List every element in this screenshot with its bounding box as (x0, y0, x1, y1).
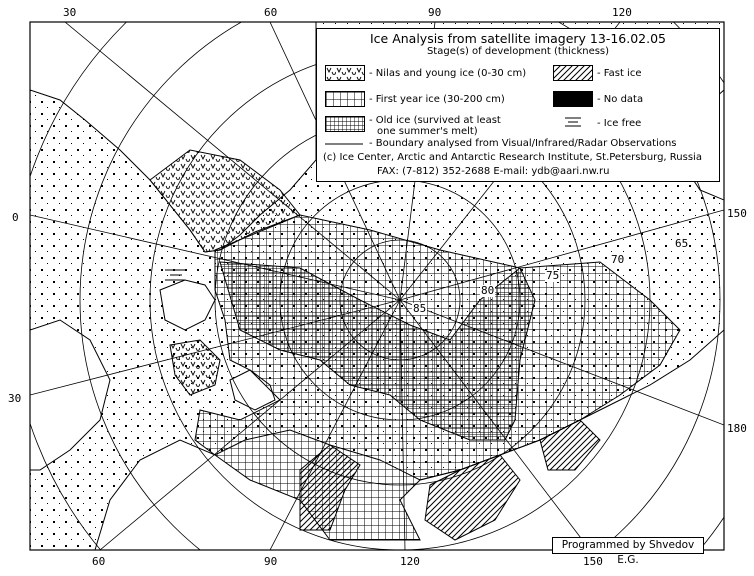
bottom-label-120: 120 (400, 555, 420, 568)
top-label-120: 120 (612, 6, 632, 19)
legend-box (316, 28, 720, 182)
legend-credit: (c) Ice Center, Arctic and Antarctic Research Institute, St.Petersburg, Russia (323, 152, 702, 163)
legend-ice-free: - Ice free (597, 118, 642, 129)
swatch-young-ice (325, 65, 365, 81)
legend-fast-ice: - Fast ice (597, 68, 642, 79)
legend-first-year-ice: - First year ice (30-200 cm) (369, 94, 505, 105)
swatch-old-ice (325, 116, 365, 132)
bottom-label-60: 60 (92, 555, 106, 568)
legend-no-data: - No data (597, 94, 644, 105)
top-label-90: 90 (428, 6, 442, 19)
legend-old-ice-line2: one summer's melt) (377, 126, 478, 137)
swatch-no-data (553, 91, 593, 107)
lat-label-80: 80 (481, 284, 495, 297)
lat-label-75: 75 (546, 269, 560, 282)
lat-label-65: 65 (675, 237, 689, 250)
legend-title: Ice Analysis from satellite imagery 13-16.02.05 (369, 31, 667, 46)
left-label-0: 0 (12, 211, 19, 224)
top-label-60: 60 (264, 6, 278, 19)
programmer-credit: Programmed by Shvedov E.G. (552, 537, 704, 554)
boundary-line-icon (325, 141, 365, 147)
legend-subtitle: Stage(s) of development (thickness) (426, 46, 610, 57)
right-label-180: 180 (727, 422, 747, 435)
left-label-30: 30 (8, 392, 22, 405)
ice-free-legend-icon (563, 115, 583, 129)
bottom-label-90: 90 (264, 555, 278, 568)
swatch-first-year-ice (325, 91, 365, 107)
legend-young-ice: - Nilas and young ice (0-30 cm) (369, 68, 527, 79)
right-label-150: 150 (727, 207, 747, 220)
lat-label-70: 70 (611, 253, 625, 266)
swatch-fast-ice (553, 65, 593, 81)
legend-old-ice-line1: - Old ice (survived at least (369, 115, 501, 126)
legend-boundary: - Boundary analysed from Visual/Infrared/Radar Observations (369, 138, 677, 149)
bottom-label-150: 150 (583, 555, 603, 568)
lat-label-85: 85 (413, 302, 427, 315)
top-label-30: 30 (63, 6, 77, 19)
legend-contact: FAX: (7-812) 352-2688 E-mail: ydb@aari.nw.ru (377, 166, 610, 177)
